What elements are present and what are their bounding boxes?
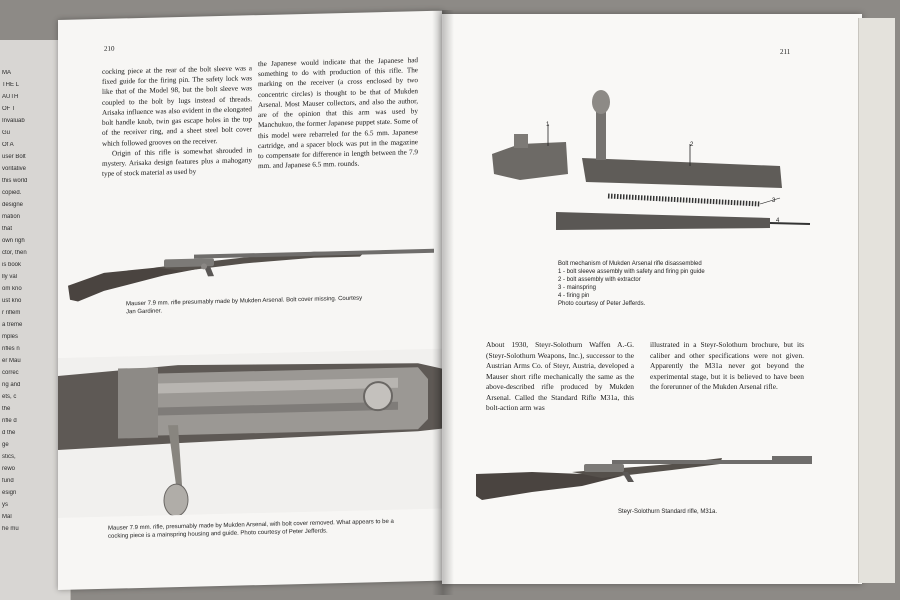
underlying-book-line: MA bbox=[2, 70, 11, 76]
right-column-1: About 1930, Steyr-Solothurn Waffen A.-G. (Steyr-Solothurn Weapons, Inc.), successor to the Austrian Arms Co. of Steyr, Austria, developed a Mauser short rifle mechanically the same as the above-described rifle produced by Mukden Arsenal. Called the Standard Rifle M31a, this bolt-action arm was bbox=[486, 340, 634, 413]
underlying-book-line: is book bbox=[2, 262, 22, 268]
underlying-book-line: Of A bbox=[2, 142, 14, 148]
underlying-book-line: er Mau bbox=[2, 358, 21, 364]
underlying-book-line: mation bbox=[2, 214, 21, 220]
left-col1-paragraph-1: cocking piece at the rear of the bolt sleeve was a fixed guide for the firing pin. The safety lock was like that of the Model 98, but the bolt sleeve was coupled to the bolt by lugs instead of threads. Arisaka influence was also evident in the elongated bolt handle knob, twin gas escape holes in the top of the receiver ring, and a sheet steel bolt cover which followed grooves on the receiver. bbox=[102, 64, 252, 148]
bolt-caption-item-4: 4 - firing pin bbox=[558, 293, 590, 300]
right-board-edge bbox=[858, 18, 895, 583]
part-label-2: 2 bbox=[690, 142, 694, 148]
underlying-book-line: rifle d bbox=[2, 418, 17, 424]
left-column-1 bbox=[102, 63, 252, 179]
right-page bbox=[442, 14, 862, 584]
left-col1-paragraph-2: Origin of this rifle is somewhat shrouded in mystery. Arisaka design features plus a mahogany type of stock material as used by bbox=[102, 146, 252, 179]
receiver-closeup-photo bbox=[58, 349, 442, 518]
underlying-book-line: ng and bbox=[2, 382, 21, 388]
right-column-2: illustrated in a Steyr-Solothurn brochure, but its caliber and other specifications were not given. Apparently the M31a never got beyond the experimental stage, but it is believed to have been the forerunner of the Mukden Arsenal rifle. bbox=[650, 340, 804, 392]
bolt-caption-item-1: 1 - bolt sleeve assembly with safety and firing pin guide bbox=[558, 269, 705, 276]
part-label-1: 1 bbox=[546, 122, 550, 128]
underlying-book-line: designe bbox=[2, 202, 24, 208]
underlying-book-line: AUTH bbox=[2, 94, 19, 100]
book-gutter-shadow bbox=[432, 10, 454, 595]
underlying-book-line: ets, c bbox=[2, 394, 17, 400]
underlying-book-line: the bbox=[2, 406, 11, 412]
bolt-caption-item-3: 3 - mainspring bbox=[558, 285, 597, 292]
caption-rifle-1: Mauser 7.9 mm. rifle presumably made by Mukden Arsenal. Bolt cover missing. Courtesy Jan Gardiner. bbox=[126, 295, 363, 316]
underlying-book-line: this world bbox=[2, 178, 28, 184]
underlying-book-line: own righ bbox=[2, 238, 25, 244]
part-label-4: 4 bbox=[776, 218, 780, 224]
left-page-number: 210 bbox=[104, 44, 115, 53]
underlying-book-line: rifles n bbox=[2, 346, 20, 352]
caption-steyr-rifle: Steyr-Solothurn Standard rifle, M31a. bbox=[618, 509, 718, 515]
underlying-book-line: fund bbox=[2, 478, 14, 484]
underlying-book-line: ge bbox=[2, 442, 9, 448]
underlying-book-line: ys bbox=[2, 502, 8, 508]
bolt-caption-item-2: 2 - bolt assembly with extractor bbox=[558, 277, 641, 284]
bolt-caption-title: Bolt mechanism of Mukden Arsenal rifle disassembled bbox=[558, 261, 702, 267]
underlying-book-line: ctor, then bbox=[2, 250, 27, 256]
underlying-book-line: THE L bbox=[2, 82, 20, 88]
bolt-caption bbox=[558, 260, 798, 309]
underlying-book-line: stics, bbox=[2, 454, 16, 460]
underlying-book-line: copied. bbox=[2, 190, 22, 196]
steyr-rifle-photo bbox=[472, 438, 832, 508]
underlying-book-line: a treme bbox=[2, 322, 23, 328]
left-column-2 bbox=[258, 55, 418, 171]
underlying-book-line: he mu bbox=[2, 526, 19, 532]
underlying-book-line: mples bbox=[2, 334, 19, 340]
underlying-book-line: rewo bbox=[2, 466, 16, 472]
underlying-book-line: user Bolt bbox=[2, 154, 26, 160]
underlying-book-line: Mal bbox=[2, 514, 12, 520]
underlying-book-line: om kno bbox=[2, 286, 22, 292]
underlying-book-line: esign bbox=[2, 490, 17, 496]
underlying-book-line: Invaluab bbox=[2, 118, 25, 124]
bolt-caption-credit: Photo courtesy of Peter Jefferds. bbox=[558, 301, 646, 308]
underlying-book-line: d the bbox=[2, 430, 16, 436]
underlying-book-line: ust kno bbox=[2, 298, 22, 304]
underlying-book-line: OF T bbox=[2, 106, 16, 112]
part-label-3: 3 bbox=[772, 198, 776, 204]
underlying-book-line: r riflem bbox=[2, 310, 21, 316]
right-page-number: 211 bbox=[780, 48, 791, 56]
left-page bbox=[58, 11, 442, 590]
left-col2-paragraph-1: the Japanese would indicate that the Japanese had something to do with production of this rifle. The marking on the receiver (a cross enclosed by two concentric circles) is thought to be that of Mukden Arsenal. Most Mauser collectors, and also the author, are of the opinion that this arm was used by Manchukuo, the former Japanese puppet state. Some of this model were rebarreled for the 6.5 mm. Japanese cartridge, and a spacer block was put in the magazine to compensate for difference in length between the 7.9 mm. and Japanese 6.5 mm. rounds. bbox=[258, 56, 418, 171]
underlying-book-line: voritative bbox=[2, 166, 27, 172]
underlying-book-line: correc bbox=[2, 370, 19, 376]
caption-rifle-2: Mauser 7.9 mm. rifle, presumably made by Mukden Arsenal, with bolt cover removed. What appears to be a cocking piece is a mainspring housing and guide. Photo courtesy of Peter Jefferds. bbox=[108, 518, 394, 540]
underlying-book-line: lly val bbox=[2, 274, 18, 280]
underlying-book-line: that bbox=[2, 226, 13, 232]
underlying-book-line: Gu bbox=[2, 130, 11, 136]
